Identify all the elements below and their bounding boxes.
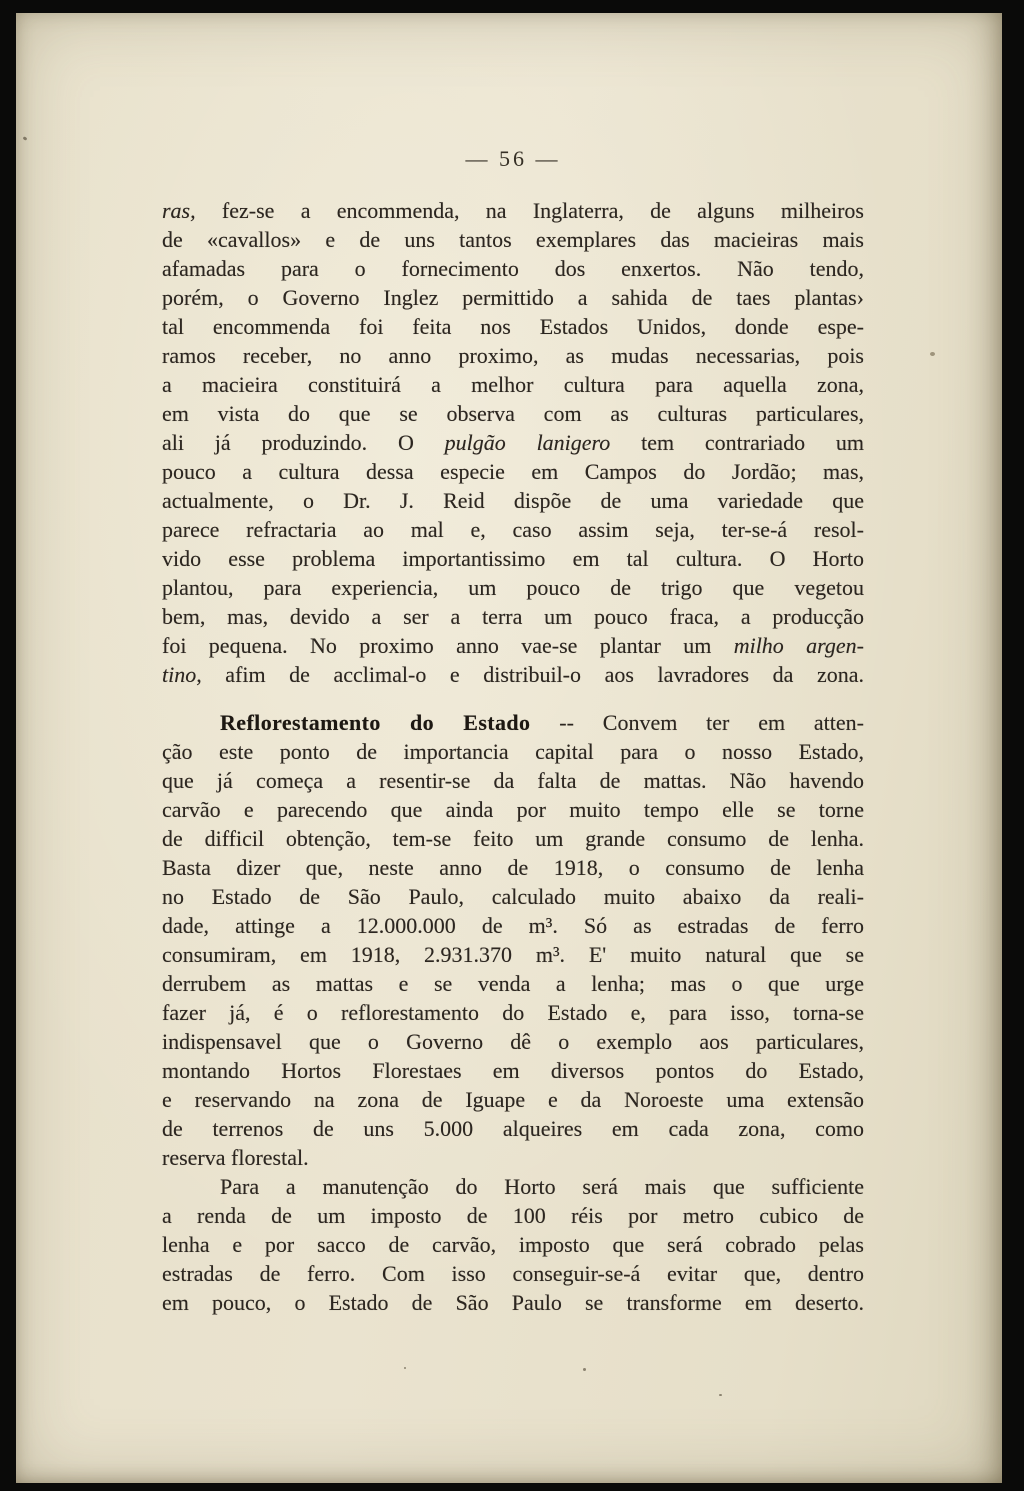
text-line (162, 457, 864, 486)
text-line (162, 225, 864, 254)
book-page (16, 13, 1002, 1483)
body-text: -- Convem ter em atten- (530, 710, 864, 735)
text-line (162, 196, 864, 225)
body-text: parece refractaria ao mal e, caso assim seja, ter-se-á resol- (162, 517, 864, 542)
text-line (162, 399, 864, 428)
text-line (162, 853, 864, 882)
body-text: ção este ponto de importancia capital para o nosso Estado, (162, 739, 864, 764)
text-line (162, 515, 864, 544)
section-heading-text: Reflorestamento do Estado (220, 710, 531, 735)
text-line (162, 795, 864, 824)
body-text: em pouco, o Estado de São Paulo se transforme em deserto. (162, 1290, 864, 1315)
text-block (162, 146, 864, 1317)
text-line (162, 602, 864, 631)
body-text: ali já produzindo. O (162, 430, 445, 455)
body-text: lenha e por sacco de carvão, imposto que será cobrado pelas (162, 1232, 864, 1257)
text-line (162, 969, 864, 998)
paragraph-manutencao (162, 1172, 864, 1317)
body-text-container (162, 196, 864, 1317)
body-text: ramos receber, no anno proximo, as mudas necessarias, pois (162, 343, 864, 368)
body-text: vido esse problema importantissimo em tal cultura. O Horto (162, 546, 864, 571)
paper-speck (404, 1367, 406, 1369)
paper-speck (719, 1394, 722, 1396)
text-line (162, 1114, 864, 1143)
body-text: porém, o Governo Inglez permittido a sahida de taes plantas› (162, 285, 864, 310)
body-text: montando Hortos Florestaes em diversos pontos do Estado, (162, 1058, 864, 1083)
body-text: plantou, para experiencia, um pouco de trigo que vegetou (162, 575, 864, 600)
text-line (162, 660, 864, 689)
italic-text: tino, (162, 662, 202, 687)
body-text: derrubem as mattas e se venda a lenha; mas o que urge (162, 971, 864, 996)
body-text: de «cavallos» e de uns tantos exemplares das macieiras mais (162, 227, 864, 252)
text-line (162, 824, 864, 853)
text-line (162, 1230, 864, 1259)
body-text: indispensavel que o Governo dê o exemplo aos particulares, (162, 1029, 864, 1054)
page-number: — 56 — (465, 146, 561, 171)
body-text: que já começa a resentir-se da falta de mattas. Não havendo (162, 768, 864, 793)
text-line (162, 283, 864, 312)
text-line (162, 998, 864, 1027)
body-text: pouco a cultura dessa especie em Campos do Jordão; mas, (162, 459, 864, 484)
italic-text: pulgão lanigero (444, 430, 611, 455)
text-line (162, 1172, 864, 1201)
body-text: em vista do que se observa com as culturas particulares, (162, 401, 864, 426)
text-line (162, 1085, 864, 1114)
text-line (162, 631, 864, 660)
text-line (162, 1259, 864, 1288)
body-text: reserva florestal. (162, 1145, 309, 1170)
body-text: afim de acclimal-o e distribuil-o aos lavradores da zona. (201, 662, 864, 687)
text-line (162, 341, 864, 370)
text-line (162, 737, 864, 766)
body-text: afamadas para o fornecimento dos enxertos. Não tendo, (162, 256, 864, 281)
body-text: tem contrariado um (610, 430, 864, 455)
paper-speck (23, 136, 28, 141)
paragraph-continuation (162, 196, 864, 689)
text-line (162, 1143, 864, 1172)
body-text: Para a manutenção do Horto será mais que sufficiente (220, 1174, 864, 1199)
text-line (162, 1201, 864, 1230)
body-text: tal encommenda foi feita nos Estados Unidos, donde espe- (162, 314, 864, 339)
body-text: actualmente, o Dr. J. Reid dispõe de uma variedade que (162, 488, 864, 513)
body-text: a macieira constituirá a melhor cultura para aquella zona, (162, 372, 864, 397)
text-line (162, 1027, 864, 1056)
body-text: bem, mas, devido a ser a terra um pouco fraca, a producção (162, 604, 864, 629)
text-line (162, 911, 864, 940)
text-line (162, 486, 864, 515)
body-text: no Estado de São Paulo, calculado muito abaixo da reali- (162, 884, 864, 909)
paper-speck (930, 352, 935, 356)
body-text: e reservando na zona de Iguape e da Noroeste uma extensão (162, 1087, 864, 1112)
body-text: a renda de um imposto de 100 réis por metro cubico de (162, 1203, 864, 1228)
italic-text: ras, (162, 198, 196, 223)
text-line (162, 882, 864, 911)
paragraph-reflorestamento (162, 708, 864, 1172)
body-text: estradas de ferro. Com isso conseguir-se-á evitar que, dentro (162, 1261, 864, 1286)
text-line (162, 1288, 864, 1317)
paper-speck (583, 1368, 586, 1371)
italic-text: milho argen- (733, 633, 864, 658)
text-line (162, 370, 864, 399)
text-line (162, 544, 864, 573)
body-text: consumiram, em 1918, 2.931.370 m³. E' muito natural que se (162, 942, 864, 967)
body-text: de difficil obtenção, tem-se feito um grande consumo de lenha. (162, 826, 864, 851)
body-text: Basta dizer que, neste anno de 1918, o consumo de lenha (162, 855, 864, 880)
text-line (162, 428, 864, 457)
text-line (162, 1056, 864, 1085)
text-line (162, 766, 864, 795)
text-line (162, 254, 864, 283)
body-text: carvão e parecendo que ainda por muito tempo elle se torne (162, 797, 864, 822)
body-text: fez-se a encommenda, na Inglaterra, de alguns milheiros (195, 198, 864, 223)
body-text: fazer já, é o reflorestamento do Estado e, para isso, torna-se (162, 1000, 864, 1025)
text-line (162, 573, 864, 602)
body-text: de terrenos de uns 5.000 alqueires em cada zona, como (162, 1116, 864, 1141)
text-line (162, 940, 864, 969)
body-text: dade, attinge a 12.000.000 de m³. Só as estradas de ferro (162, 913, 864, 938)
body-text: foi pequena. No proximo anno vae-se plantar um (162, 633, 734, 658)
text-line (162, 312, 864, 341)
text-line (162, 708, 864, 737)
